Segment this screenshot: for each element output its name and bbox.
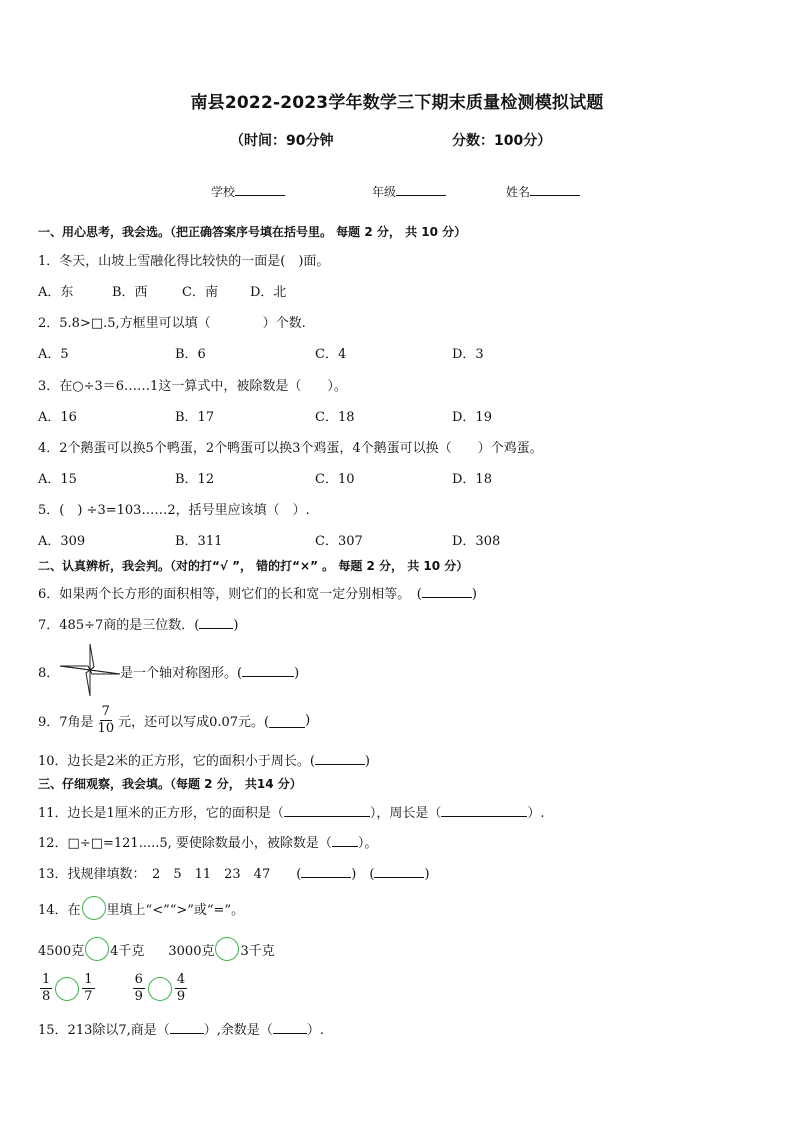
- question-11: 11．边长是1厘米的正方形，它的面积是（ ），周长是（ ）.: [38, 802, 544, 821]
- q15-quotient-blank[interactable]: [170, 1020, 204, 1034]
- question-9: 9．7角是 $\frac{7}{10}$ 元，还可以写成0.07元。( ): [38, 704, 311, 736]
- compare-circle-4[interactable]: [148, 977, 172, 1001]
- q3-option-b[interactable]: B．17: [175, 410, 215, 425]
- section-2-heading: 二、认真辨析，我会判。（对的打“√ ”， 错的打“×” 。 每题 2 分， 共 10 分）: [38, 559, 469, 573]
- question-13: 13．找规律填数： 2 5 11 23 47 ( ) ( ): [38, 863, 430, 882]
- q4-option-c[interactable]: C．10: [315, 472, 355, 487]
- section-1-heading: 一、用心思考，我会选。（把正确答案序号填在括号里。 每题 2 分， 共 10 分）: [38, 225, 467, 239]
- name-field[interactable]: 姓名: [506, 182, 580, 200]
- fraction-four-ninths: $\frac{4}{9}$: [176, 972, 186, 1004]
- question-7: 7．485÷7商的是三位数．( ): [38, 614, 238, 633]
- q1-option-c[interactable]: C．南: [182, 285, 218, 300]
- q10-answer-blank[interactable]: [315, 751, 365, 765]
- grade-field[interactable]: 年级: [372, 182, 446, 200]
- q1-option-d[interactable]: D．北: [250, 285, 287, 300]
- q4-option-a[interactable]: A．15: [38, 472, 77, 487]
- q11-area-blank[interactable]: [284, 803, 370, 817]
- q9-answer-blank[interactable]: [269, 714, 305, 728]
- question-6: 6．如果两个长方形的面积相等，则它们的长和宽一定分别相等。 ( ): [38, 583, 477, 602]
- q5-option-d[interactable]: D．308: [452, 534, 501, 549]
- q14-row-2: [38, 972, 189, 1005]
- q3-option-a[interactable]: A．16: [38, 410, 77, 425]
- compare-circle-icon: [82, 896, 106, 920]
- q2-option-a[interactable]: A．5: [38, 347, 69, 362]
- school-field[interactable]: 学校: [211, 182, 285, 200]
- fraction-one-eighth: $\frac{1}{8}$: [42, 972, 51, 1004]
- q4-option-b[interactable]: B．12: [175, 472, 215, 487]
- q5-option-c[interactable]: C．307: [315, 534, 363, 549]
- q3-option-c[interactable]: C．18: [315, 410, 355, 425]
- question-12: 12．□÷□=121.....5, 要使除数最小，被除数是（ ）。: [38, 832, 377, 851]
- exam-time: （时间：90分钟: [230, 133, 334, 149]
- q8-answer-blank[interactable]: [242, 663, 294, 677]
- q6-answer-blank[interactable]: [422, 584, 472, 598]
- q2-option-b[interactable]: B．6: [175, 347, 206, 362]
- question-14: 14．在 里填上“<”“>”或“=”。: [38, 896, 244, 920]
- q15-remainder-blank[interactable]: [273, 1020, 307, 1034]
- question-4: 4．2个鹅蛋可以换5个鸭蛋，2个鸭蛋可以换3个鸡蛋，4个鹅蛋可以换（ ）个鸡蛋。: [38, 441, 543, 456]
- q1-option-a[interactable]: A．东: [38, 285, 74, 300]
- q11-perimeter-blank[interactable]: [441, 803, 527, 817]
- exam-score: 分数：100分）: [452, 133, 552, 149]
- page-title: 南县2022-2023学年数学三下期末质量检测模拟试题: [190, 93, 604, 113]
- q7-answer-blank[interactable]: [199, 615, 233, 629]
- q13-blank-1[interactable]: [301, 864, 351, 878]
- fraction-seven-tenths: $\frac{7}{10}$: [97, 704, 115, 736]
- compare-circle-2[interactable]: [215, 937, 239, 961]
- question-8-number: 8．: [38, 666, 60, 681]
- fraction-one-seventh: $\frac{1}{7}$: [84, 972, 93, 1004]
- q4-option-d[interactable]: D．18: [452, 472, 492, 487]
- question-2: 2．5.8>□.5,方框里可以填（ ）个数.: [38, 316, 306, 331]
- q5-option-b[interactable]: B．311: [175, 534, 223, 549]
- compare-circle-3[interactable]: [55, 977, 79, 1001]
- question-3: 3．在○÷3＝6……1这一算式中，被除数是（ ）。: [38, 379, 347, 394]
- q5-option-a[interactable]: A．309: [38, 534, 86, 549]
- q13-blank-2[interactable]: [374, 864, 424, 878]
- q2-option-d[interactable]: D．3: [452, 347, 484, 362]
- q12-answer-blank[interactable]: [332, 833, 358, 847]
- q2-option-c[interactable]: C．4: [315, 347, 347, 362]
- compare-circle-1[interactable]: [85, 937, 109, 961]
- question-15: 15．213除以7,商是（ ）,余数是（ ）.: [38, 1019, 324, 1038]
- q3-option-d[interactable]: D．19: [452, 410, 492, 425]
- fraction-six-ninths: $\frac{6}{9}$: [134, 972, 143, 1004]
- section-3-heading: 三、仔细观察，我会填。（每题 2 分， 共14 分）: [38, 777, 302, 791]
- question-1: 1．冬天，山坡上雪融化得比较快的一面是( )面。: [38, 254, 330, 269]
- question-8: 是一个轴对称图形。( ): [120, 662, 299, 681]
- question-10: 10．边长是2米的正方形，它的面积小于周长。( ): [38, 750, 370, 769]
- question-5: 5．( ) ÷3=103……2，括号里应该填（ ）.: [38, 503, 310, 518]
- pinwheel-figure-image: [58, 640, 122, 700]
- q1-option-b[interactable]: B．西: [112, 285, 148, 300]
- q14-row-1: 4500克 4千克 3000克 3千克: [38, 937, 275, 961]
